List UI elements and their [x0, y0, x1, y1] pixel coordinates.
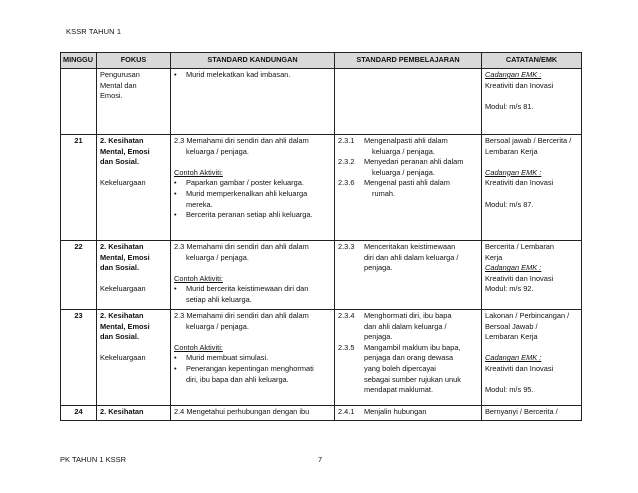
sp-line: keluarga / penjaga. — [372, 146, 435, 156]
catatan-line: Kreativiti dan Inovasi — [485, 363, 554, 373]
catatan-cell: Bernyanyi / Bercerita / — [482, 406, 582, 421]
sp-item — [338, 242, 478, 274]
activity-heading: Contoh Aktiviti: — [174, 273, 223, 283]
sp-item — [338, 407, 478, 418]
sp-item — [338, 178, 478, 199]
activity-heading: Contoh Aktiviti: — [174, 167, 223, 177]
activity-bullet — [174, 210, 331, 221]
catatan-line: Kerja — [485, 252, 503, 262]
sp-code: 2.3.5 — [338, 342, 355, 352]
page-footer: PK TAHUN 1 KSSR — [60, 455, 126, 464]
fokus-cell — [97, 310, 171, 406]
sp-code: 2.3.1 — [338, 136, 355, 145]
sp-line: dan ahli dalam keluarga / — [364, 321, 447, 331]
fokus-subtopic: Kekeluargaan — [100, 178, 146, 188]
fokus-cell — [97, 135, 171, 241]
page-header: KSSR TAHUN 1 — [66, 27, 122, 36]
fokus-title: dan Sosial. — [100, 263, 140, 273]
sp-code: 2.3.3 — [338, 242, 355, 251]
module-ref: Modul: m/s 95. — [485, 385, 534, 395]
catatan-line: Lembaran Kerja — [485, 332, 538, 342]
bullet-icon: • — [174, 284, 177, 294]
col-header-fokus: FOKUS — [97, 53, 171, 69]
bullet-icon: • — [174, 363, 177, 373]
catatan-line: Lembaran Kerja — [485, 146, 538, 156]
col-header-standard-kandungan: STANDARD KANDUNGAN — [171, 53, 335, 69]
catatan-line: Kreativiti dan Inovasi — [485, 273, 554, 283]
activity-bullet — [174, 189, 331, 200]
standard-kandungan-cell: 2.4 Mengetahui perhubungan dengan ibu — [171, 406, 335, 421]
bullet-icon: • — [174, 210, 177, 220]
catatan-cell — [482, 310, 582, 406]
fokus-cell: 2. Kesihatan — [97, 406, 171, 421]
bullet-icon: • — [174, 70, 177, 79]
catatan-line: Kreativiti dan Inovasi — [485, 178, 554, 188]
table-row — [61, 241, 582, 310]
sp-item — [338, 343, 478, 396]
sp-line: sebagai sumber rujukan unuk — [364, 374, 461, 384]
bullet-text-cont: setiap ahli keluarga. — [186, 294, 252, 304]
bullet-text: Bercerita peranan setiap ahli keluarga. — [186, 210, 313, 220]
standard-text: 2.3 Memahami diri sendiri dan ahli dalam — [174, 242, 309, 251]
activity-bullet — [174, 284, 331, 295]
standard-kandungan-cell — [171, 241, 335, 310]
activity-bullet — [174, 364, 331, 375]
standard-pembelajaran-cell — [335, 135, 482, 241]
fokus-subtopic: Kekeluargaan — [100, 284, 146, 294]
minggu-cell: 23 — [61, 310, 97, 406]
standard-pembelajaran-cell — [335, 241, 482, 310]
catatan-line: Bersoal Jawab / — [485, 321, 538, 331]
sp-line: yang boleh dipercayai — [364, 363, 436, 373]
fokus-title: 2. Kesihatan — [100, 311, 144, 320]
emk-label: Cadangan EMK : — [485, 167, 542, 177]
bullet-icon: • — [174, 178, 177, 188]
sp-line: Mengenalpasti ahli dalam — [364, 136, 448, 145]
bullet-icon: • — [174, 188, 177, 198]
catatan-line: Bercerita / Lembaran — [485, 242, 555, 251]
activity-bullet — [174, 353, 331, 364]
catatan-line: Lakonan / Perbincangan / — [485, 311, 570, 320]
table-row — [61, 135, 582, 241]
catatan-line: Kreativiti dan Inovasi — [485, 80, 554, 90]
fokus-cell — [97, 241, 171, 310]
sp-line: penjaga. — [364, 263, 393, 273]
col-header-minggu: MINGGU — [61, 53, 97, 69]
sp-line: Menceritakan keistimewaan — [364, 242, 456, 251]
sp-code: 2.3.2 — [338, 157, 355, 167]
sp-line: keluarga / penjaga. — [372, 167, 435, 177]
bullet-text: Murid bercerita keistimewaan diri dan — [186, 284, 309, 294]
page-number: 7 — [318, 455, 323, 464]
bullet-icon: • — [174, 353, 177, 363]
sp-item — [338, 311, 478, 343]
fokus-title: dan Sosial. — [100, 157, 140, 167]
fokus-line: Emosi. — [100, 91, 123, 101]
fokus-line: Mental dan — [100, 80, 137, 90]
bullet-text: Murid melekatkan kad imbasan. — [186, 70, 291, 79]
fokus-title: 2. Kesihatan — [100, 242, 144, 251]
fokus-title: 2. Kesihatan — [100, 136, 144, 145]
activity-heading: Contoh Aktiviti: — [174, 342, 223, 352]
standard-text: keluarga / penjaga. — [186, 146, 249, 156]
standard-kandungan-cell — [171, 135, 335, 241]
sp-line: Menghormati diri, ibu bapa — [364, 311, 452, 320]
activity-bullet — [174, 70, 331, 81]
col-header-catatan: CATATAN/EMK — [482, 53, 582, 69]
standard-text: 2.3 Memahami diri sendiri dan ahli dalam — [174, 136, 309, 145]
fokus-subtopic: Kekeluargaan — [100, 353, 146, 363]
standard-pembelajaran-cell — [335, 310, 482, 406]
minggu-cell: 21 — [61, 135, 97, 241]
emk-label: Cadangan EMK : — [485, 70, 542, 79]
sp-line: diri dan ahli dalam keluarga / — [364, 252, 459, 262]
sp-item — [338, 157, 478, 178]
standard-pembelajaran-cell — [335, 69, 482, 135]
module-ref: Modul: m/s 81. — [485, 101, 534, 111]
catatan-cell — [482, 69, 582, 135]
catatan-cell — [482, 241, 582, 310]
sp-code: 2.3.6 — [338, 178, 355, 188]
minggu-cell: 22 — [61, 241, 97, 310]
table-header-row — [61, 53, 582, 69]
fokus-cell — [97, 69, 171, 135]
bullet-text-cont: diri, ibu bapa dan ahli keluarga. — [186, 374, 289, 384]
sp-line: penjaga dan orang dewasa — [364, 353, 454, 363]
emk-label: Cadangan EMK : — [485, 353, 542, 363]
standard-text: keluarga / penjaga. — [186, 252, 249, 262]
sp-line: Menjalin hubungan — [364, 407, 427, 416]
sp-line: penjaga. — [364, 332, 393, 342]
standard-kandungan-cell — [171, 69, 335, 135]
standard-kandungan-cell — [171, 310, 335, 406]
sp-line: Mangambil maklum ibu bapa, — [364, 342, 461, 352]
sp-line: rumah. — [372, 188, 396, 198]
sp-code: 2.3.4 — [338, 311, 355, 320]
bullet-text: Penerangan kepentingan menghormati — [186, 363, 314, 373]
col-header-standard-pembelajaran: STANDARD PEMBELAJARAN — [335, 53, 482, 69]
bullet-text: Murid membuat simulasi. — [186, 353, 269, 363]
sp-line: Menyedari peranan ahli dalam — [364, 157, 464, 167]
curriculum-table — [60, 52, 582, 421]
standard-text: 2.3 Memahami diri sendiri dan ahli dalam — [174, 311, 309, 320]
module-ref: Modul: m/s 92. — [485, 284, 534, 294]
fokus-title: Mental, Emosi — [100, 146, 150, 156]
minggu-cell — [61, 69, 97, 135]
catatan-cell — [482, 135, 582, 241]
sp-item — [338, 136, 478, 157]
standard-pembelajaran-cell — [335, 406, 482, 421]
standard-text: keluarga / penjaga. — [186, 321, 249, 331]
table-row — [61, 69, 582, 135]
minggu-cell: 24 — [61, 406, 97, 421]
bullet-text-cont: mereka. — [186, 199, 213, 209]
fokus-title: dan Sosial. — [100, 332, 140, 342]
emk-label: Cadangan EMK : — [485, 263, 542, 273]
sp-line: Mengenal pasti ahli dalam — [364, 178, 450, 188]
activity-bullet — [174, 178, 331, 189]
bullet-text: Murid memperkenalkan ahli keluarga — [186, 188, 308, 198]
table-row — [61, 406, 582, 421]
module-ref: Modul: m/s 87. — [485, 199, 534, 209]
fokus-title: Mental, Emosi — [100, 252, 150, 262]
table-row — [61, 310, 582, 406]
fokus-title: Mental, Emosi — [100, 321, 150, 331]
sp-code: 2.4.1 — [338, 407, 355, 416]
catatan-line: Bersoal jawab / Bercerita / — [485, 136, 572, 145]
fokus-line: Pengurusan — [100, 70, 140, 79]
bullet-text: Paparkan gambar / poster keluarga. — [186, 178, 304, 188]
sp-line: mendapat maklumat. — [364, 385, 434, 395]
